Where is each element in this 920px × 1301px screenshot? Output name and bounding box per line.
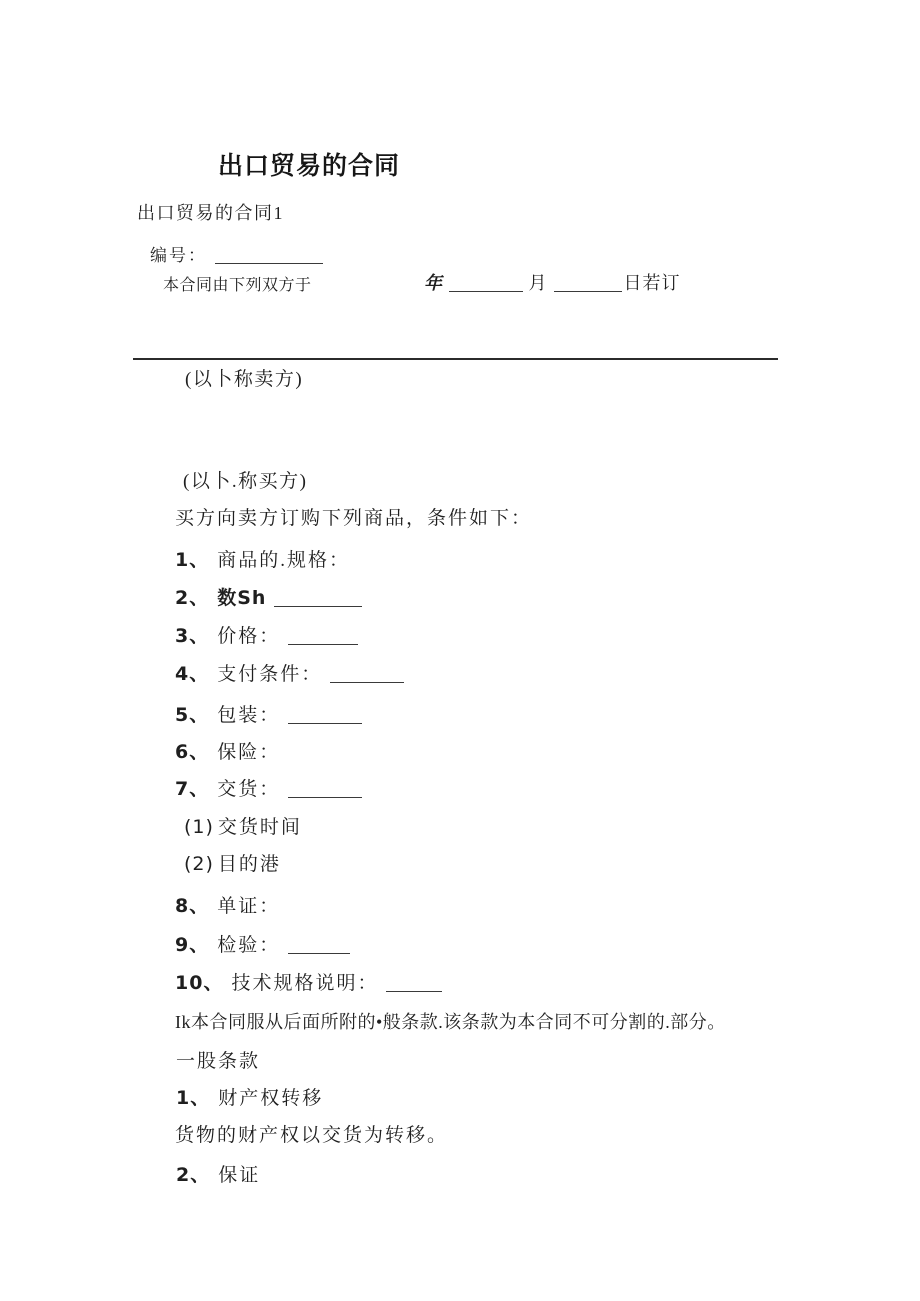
contract-intro-text: 本合同由下列双方于: [163, 277, 312, 294]
year-blank-line: [449, 277, 523, 292]
item-label: 交货：: [217, 779, 281, 800]
contract-number-label: 编号：: [150, 246, 207, 265]
list-item-documents: [175, 891, 280, 918]
general-terms-item-warranty: [176, 1160, 260, 1187]
attachment-note: Ik本合同服从后面所附的•般条款.该条款为本合同不可分割的.部分。: [175, 1012, 726, 1032]
item-label: 支付条件：: [217, 664, 323, 685]
item-label: 单证：: [217, 896, 281, 917]
list-item-packaging: [175, 700, 362, 727]
general-terms-item-property: [176, 1083, 323, 1110]
item-prefix: 1、: [175, 549, 210, 571]
item-prefix: 8、: [175, 895, 210, 917]
blank-line: [386, 977, 442, 992]
item-prefix: 6、: [175, 741, 210, 763]
item-prefix: 9、: [175, 934, 210, 956]
item-prefix: 1、: [176, 1087, 211, 1109]
list-item-inspection: [175, 930, 350, 957]
item-prefix: 5、: [175, 704, 210, 726]
blank-line: [330, 668, 404, 683]
month-label: 月: [528, 273, 548, 293]
item-prefix: 4、: [175, 663, 210, 685]
contract-number-row: [150, 241, 323, 266]
sub-item-prefix: (2): [184, 853, 214, 875]
day-suffix-label: 日若订: [623, 273, 681, 293]
year-label: 年: [424, 273, 443, 293]
sub-item-delivery-time: [184, 812, 302, 839]
list-item-insurance: [175, 737, 280, 764]
list-item-goods-spec: [175, 545, 350, 572]
item-label: 检验：: [217, 935, 281, 956]
item-prefix: 10、: [175, 972, 224, 994]
month-blank-line: [554, 277, 622, 292]
general-terms-heading: 一股条款: [176, 1051, 261, 1072]
item-label: 保险：: [217, 742, 281, 763]
blank-line: [274, 592, 362, 607]
item-label: 数Sh: [217, 587, 267, 609]
blank-line: [288, 783, 362, 798]
item-prefix: 2、: [175, 587, 210, 609]
sub-item-label: 交货时间: [217, 817, 302, 838]
list-item-payment-terms: [175, 659, 404, 686]
sub-item-destination-port: [184, 849, 281, 876]
list-item-delivery: [175, 774, 362, 801]
item-label: 包装：: [217, 705, 281, 726]
contract-number-blank-line: [215, 249, 323, 264]
item-label: 保证: [218, 1165, 261, 1186]
general-terms-property-body: 货物的财产权以交货为转移。: [175, 1125, 449, 1146]
blank-line: [288, 709, 362, 724]
buyer-note: (以卜.称买方): [183, 471, 308, 492]
contract-date-row: [424, 269, 681, 295]
sub-item-prefix: (1): [184, 816, 214, 838]
blank-line: [288, 630, 358, 645]
list-item-tech-spec: [175, 968, 442, 995]
list-item-price: [175, 621, 358, 648]
list-item-quantity: [175, 583, 362, 610]
document-subtitle: 出口贸易的合同1: [137, 203, 284, 223]
item-label: 技术规格说明：: [231, 973, 379, 994]
sub-item-label: 目的港: [217, 854, 281, 875]
item-prefix: 3、: [175, 625, 210, 647]
item-label: 商品的.规格：: [217, 550, 350, 571]
item-prefix: 2、: [176, 1164, 211, 1186]
seller-signature-rule: [133, 358, 778, 360]
order-intro: 买方向卖方订购下列商品，条件如下：: [175, 508, 533, 529]
item-label: 财产权转移: [218, 1088, 324, 1109]
blank-line: [288, 939, 350, 954]
item-prefix: 7、: [175, 778, 210, 800]
item-label: 价格：: [217, 626, 281, 647]
document-title: 出口贸易的合同: [218, 151, 401, 180]
seller-note: (以卜称卖方): [185, 369, 304, 390]
